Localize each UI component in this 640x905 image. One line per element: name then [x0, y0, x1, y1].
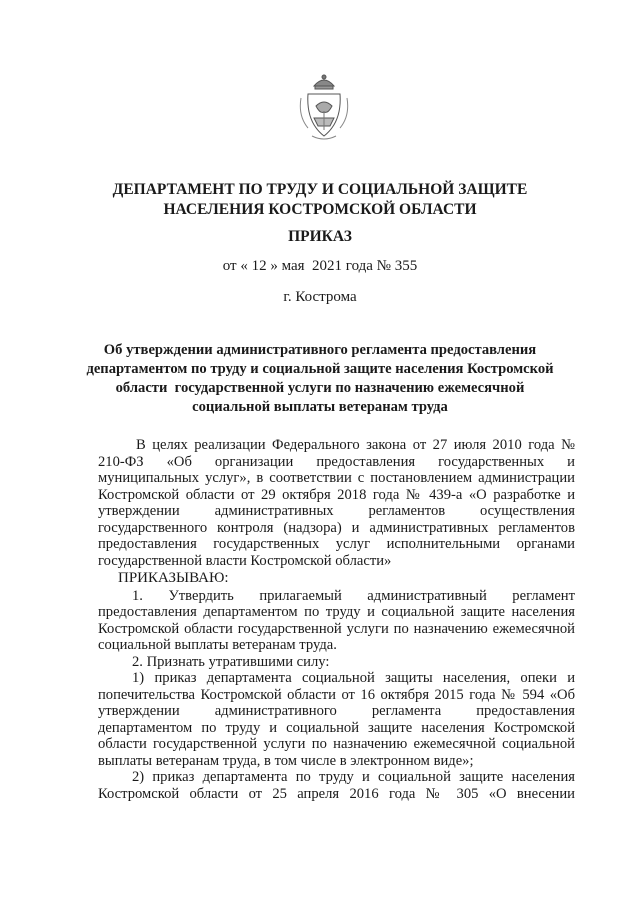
department-title-line1: ДЕПАРТАМЕНТ ПО ТРУДУ И СОЦИАЛЬНОЙ ЗАЩИТЕ	[112, 181, 528, 198]
department-title-line2: НАСЕЛЕНИЯ КОСТРОМСКОЙ ОБЛАСТИ	[163, 201, 477, 218]
order-item-2: 2. Признать утратившими силу:	[132, 653, 330, 670]
order-item-2-2: 2) приказ департамента по труду и социальной защите населения Костромской области от 25 апреля 2016 года № 305 «О внесении	[98, 769, 575, 802]
order-body	[98, 437, 575, 802]
order-directive: ПРИКАЗЫВАЮ:	[118, 570, 229, 586]
order-item-2-1: 1) приказ департамента социальной защиты населения, опеки и попечительства Костромской области от 16 октября 2015 года № 594 «Об утверждении административного регламента предоставления департаментом по труду и социальной защите населения Костромской области государственной услуги по назначению ежемесячной социальной выплаты ветеранам труда, в том числе в электронном виде»;	[98, 670, 575, 769]
department-title	[0, 180, 640, 220]
order-item-1: 1. Утвердить прилагаемый административный регламент предоставления департаментом по труду и социальной защите населения Костромской области государственной услуги по назначению ежемесячной социальной выплаты ветеранам труда.	[98, 587, 575, 653]
coat-of-arms-emblem	[298, 72, 350, 144]
document-type: ПРИКАЗ	[288, 228, 352, 245]
subject-line: департаментом по труду и социальной защите населения Костромской	[86, 361, 554, 377]
order-subject	[0, 341, 640, 417]
subject-line: Об утверждении административного регламента предоставления	[103, 342, 537, 358]
subject-line: социальной выплаты ветеранам труда	[192, 399, 448, 415]
preamble-paragraph: В целях реализации Федерального закона от 27 июля 2010 года № 210-ФЗ «Об организации предоставления государственных и муниципальных услуг», в соответствии с постановлением администрации Костромской области от 29 октября 2018 года № 439-а «О разработке и утверждении административных регламентов осуществления государственного контроля (надзора) и административных регламентов предоставления государственных услуг исполнительными органами государственной власти Костромской области»	[98, 437, 575, 569]
city: г. Кострома	[283, 289, 357, 305]
subject-line: области государственной услуги по назначению ежемесячной	[115, 380, 525, 396]
date-and-number: от « 12 » мая 2021 года № 355	[222, 258, 418, 274]
